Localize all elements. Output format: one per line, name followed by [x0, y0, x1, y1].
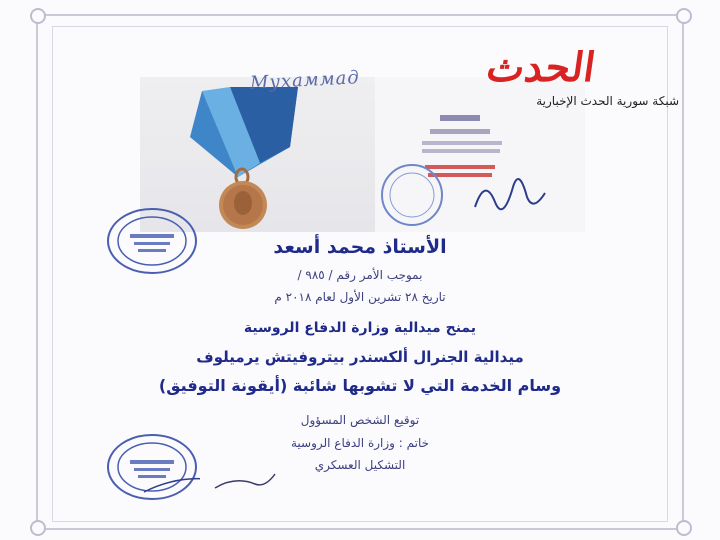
watermark-logo: الحدث [483, 44, 599, 91]
signature-line-1: توقيع الشخص المسؤول [300, 413, 420, 427]
card-handwriting: Мухаммад [249, 67, 361, 94]
recipient-name: الأستاذ محمد أسعد [273, 236, 447, 258]
signature-mark [210, 468, 280, 498]
watermark-subtitle: شبكة سورية الحدث الإخبارية [536, 94, 679, 108]
card-text-line [430, 129, 490, 134]
corner-ornament-icon [676, 8, 692, 24]
grant-line: يمنح ميدالية وزارة الدفاع الروسية [243, 320, 477, 336]
card-text-line-red [428, 173, 492, 177]
order-reference: بموجب الأمر رقم / ٩٨٥ / [297, 268, 423, 282]
corner-ornament-icon [30, 8, 46, 24]
card-text-line [440, 115, 480, 121]
card-text-line-red [425, 165, 495, 169]
order-name: وسام الخدمة التي لا تشوبها شائبة (أيقونة التوفيق) [158, 376, 562, 395]
medal-name: ميدالية الجنرال ألكسندر بيتروفيتش يرميلوف [196, 348, 524, 366]
signature-line-3: التشكيل العسكري [314, 458, 406, 472]
card-text-line [422, 141, 502, 145]
medal-portrait [234, 191, 252, 215]
corner-ornament-icon [676, 520, 692, 536]
signature-line-2: خاتم : وزارة الدفاع الروسية [290, 436, 430, 450]
corner-ornament-icon [30, 520, 46, 536]
card-text-line [422, 149, 500, 153]
order-date: تاريخ ٢٨ تشرين الأول لعام ٢٠١٨ م [274, 290, 446, 304]
